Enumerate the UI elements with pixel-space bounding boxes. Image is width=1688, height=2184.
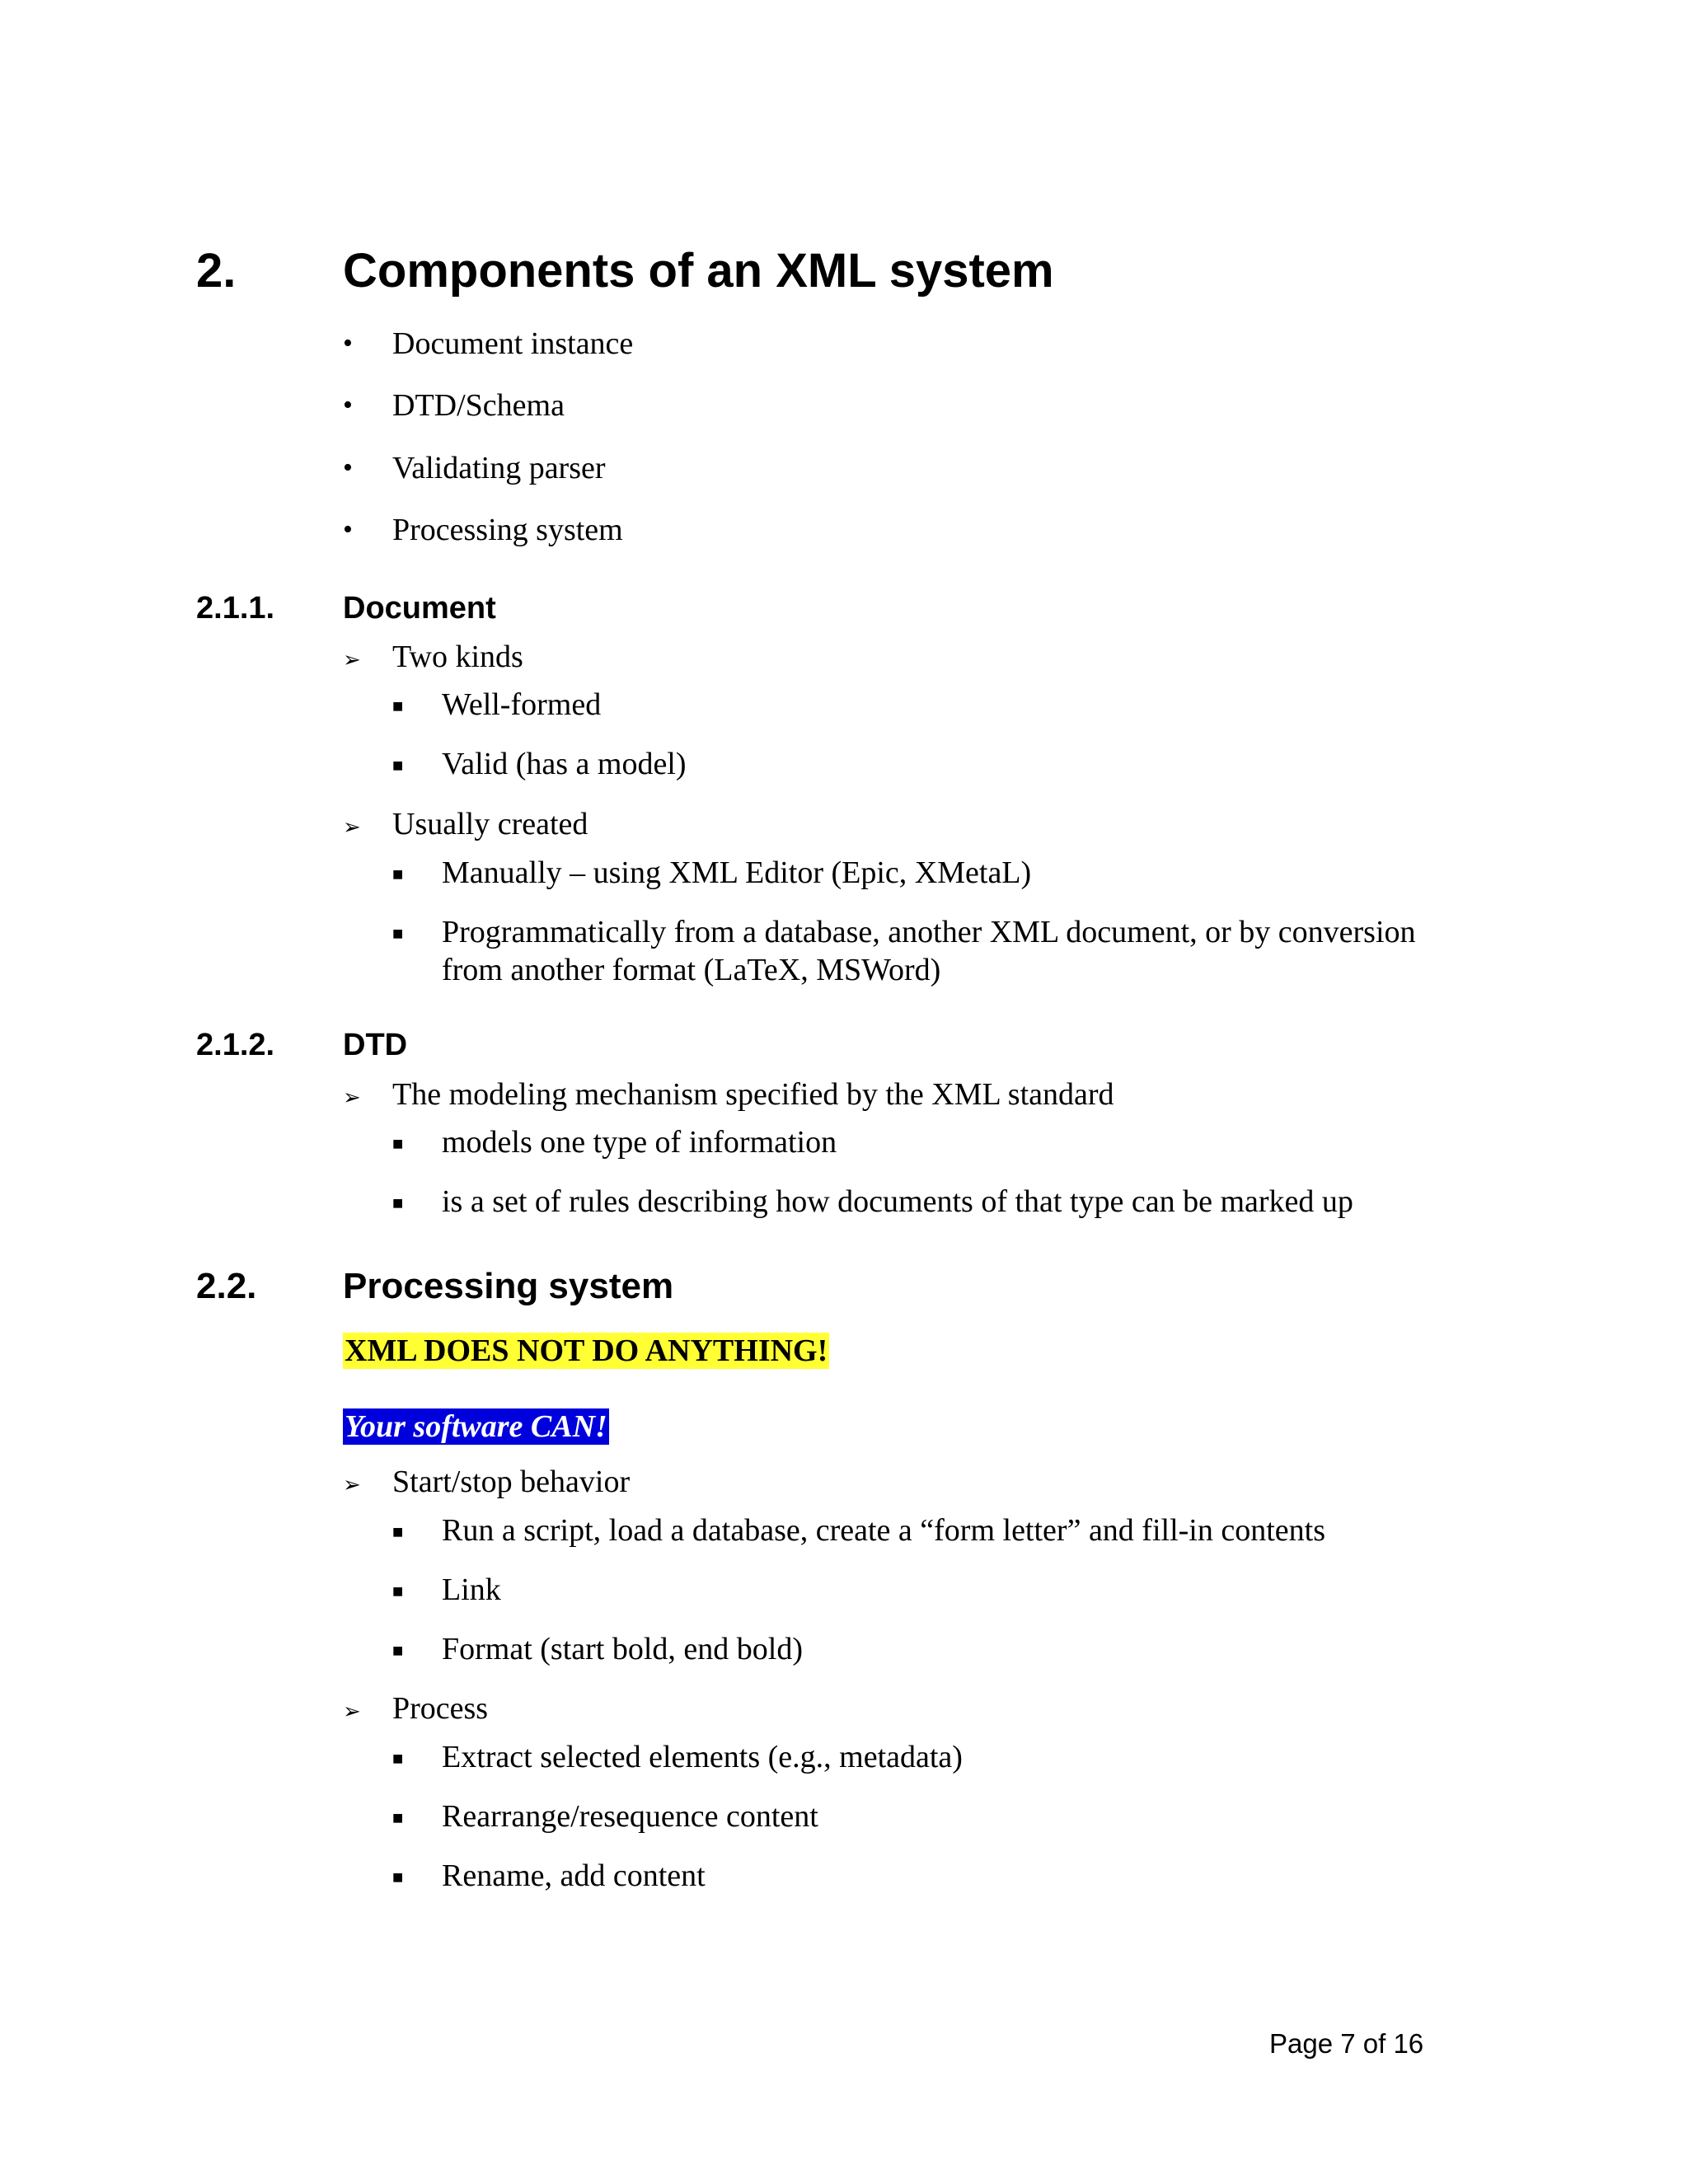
arrow-bullet-icon: ➢: [343, 815, 361, 839]
section-title: Processing system: [343, 1266, 674, 1306]
square-bullet-icon: ■: [392, 1640, 404, 1661]
page-number-footer: Page 7 of 16: [1269, 2028, 1424, 2059]
list-item-text: Usually created: [392, 807, 588, 841]
list-item-text: Start/stop behavior: [392, 1465, 631, 1499]
arrow-bullet-icon: ➢: [343, 648, 361, 672]
section-heading-2: [196, 244, 1185, 298]
list-item-text: Rename, add content: [442, 1858, 706, 1893]
square-bullet-icon: ■: [392, 1867, 404, 1887]
bullet-dot-icon: •: [343, 452, 353, 483]
square-bullet-icon: ■: [392, 1807, 404, 1828]
section-number: 2.2.: [196, 1266, 257, 1306]
bullet-dot-icon: •: [343, 390, 353, 420]
list-item-text: Process: [392, 1691, 489, 1726]
section-heading-2-1-1: [196, 590, 856, 626]
list-item-text: DTD/Schema: [392, 388, 565, 423]
square-bullet-icon: ■: [392, 1521, 404, 1542]
list-item-text: The modeling mechanism specified by the XML standard: [392, 1077, 1114, 1112]
section-number: 2.: [196, 244, 237, 298]
list-item-text: Extract selected elements (e.g., metadata): [442, 1740, 963, 1774]
section-heading-2-1-2: [196, 1027, 856, 1063]
list-item-text: Link: [442, 1572, 501, 1607]
highlight-blue-callout: Your software CAN!: [345, 1409, 607, 1444]
section-number: 2.1.1.: [196, 591, 275, 626]
highlight-yellow-callout: XML DOES NOT DO ANYTHING!: [345, 1333, 828, 1368]
square-bullet-icon: ■: [392, 1133, 404, 1154]
square-bullet-icon: ■: [392, 755, 404, 776]
square-bullet-icon: ■: [392, 1748, 404, 1769]
list-item-text: Valid (has a model): [442, 747, 687, 781]
section-number: 2.1.2.: [196, 1028, 275, 1062]
section-title: Components of an XML system: [343, 244, 1054, 298]
arrow-bullet-icon: ➢: [343, 1473, 361, 1497]
list-item-text: Two kinds: [392, 640, 523, 674]
list-item-text: Document instance: [392, 326, 634, 361]
list-item-text: Manually – using XML Editor (Epic, XMetaL): [442, 855, 1032, 890]
list-item-text: Programmatically from a database, another XML document, or by conversion: [442, 915, 1416, 949]
section-title: DTD: [343, 1028, 408, 1062]
list-item-text: from another format (LaTeX, MSWord): [442, 953, 941, 987]
bullet-dot-icon: •: [343, 328, 353, 359]
square-bullet-icon: ■: [392, 696, 404, 716]
list-item-text: is a set of rules describing how documents of that type can be marked up: [442, 1184, 1353, 1219]
list-item-text: Format (start bold, end bold): [442, 1632, 803, 1666]
section-title: Document: [343, 591, 496, 626]
list-item-text: Processing system: [392, 513, 623, 547]
arrow-bullet-icon: ➢: [343, 1699, 361, 1723]
list-item-text: Well-formed: [442, 687, 602, 722]
list-item-text: models one type of information: [442, 1125, 837, 1160]
square-bullet-icon: ■: [392, 864, 404, 884]
section-heading-2-2: [196, 1265, 1020, 1308]
square-bullet-icon: ■: [392, 1581, 404, 1601]
square-bullet-icon: ■: [392, 923, 404, 944]
list-item-text: Rearrange/resequence content: [442, 1799, 818, 1834]
list-item-text: Run a script, load a database, create a “form letter” and fill-in contents: [442, 1513, 1325, 1548]
square-bullet-icon: ■: [392, 1193, 404, 1213]
arrow-bullet-icon: ➢: [343, 1085, 361, 1109]
bullet-dot-icon: •: [343, 514, 353, 545]
list-item-text: Validating parser: [392, 451, 606, 485]
